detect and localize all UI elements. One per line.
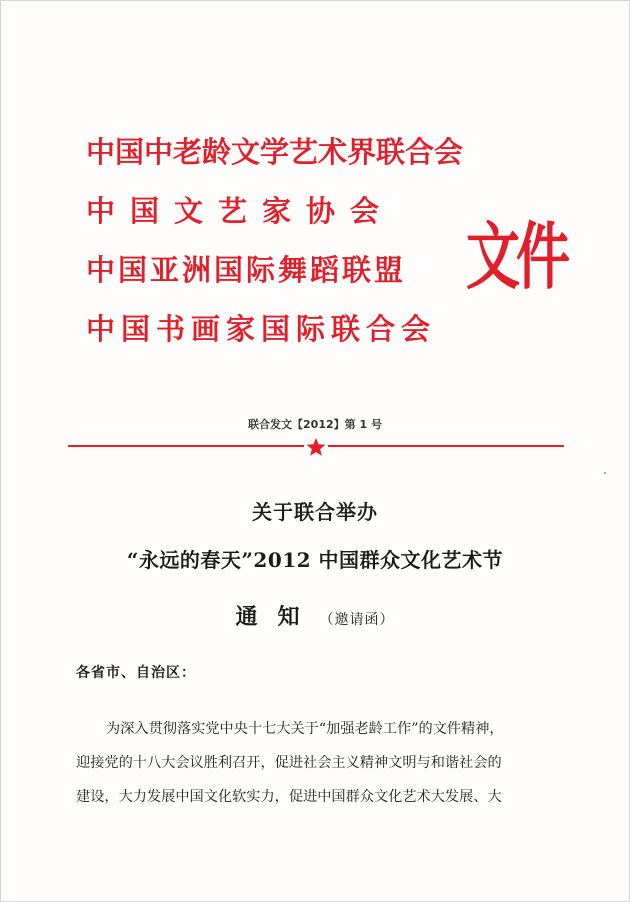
document-type-label: 文件	[466, 214, 566, 300]
red-star-divider	[68, 436, 564, 460]
star-icon	[307, 438, 326, 456]
salutation: 各省市、自治区：	[76, 665, 196, 681]
body-paragraph	[76, 712, 562, 814]
document-number: 联合发文【2012】第 1 号	[248, 418, 382, 431]
organization-name: 中国文艺家协会	[86, 194, 395, 228]
notice-title-line-3	[0, 600, 630, 631]
scan-speck	[604, 472, 606, 474]
paragraph-line: 迎接党的十八大会议胜利召开，促进社会主义精神文明与和谐社会的	[76, 755, 502, 771]
issuing-organizations	[86, 132, 466, 368]
notice-title-line-1: 关于联合举办	[252, 500, 378, 524]
notice-label: 通知	[235, 604, 320, 630]
organization-name: 中国亚洲国际舞蹈联盟	[86, 253, 407, 287]
notice-title-line-2: “永远的春天”2012 中国群众文化艺术节	[126, 548, 504, 572]
invitation-label: （邀请函）	[319, 612, 395, 628]
paragraph-line: 建设，大力发展中国文化软实力，促进中国群众文化艺术大发展、大	[76, 789, 502, 805]
organization-name: 中国书画家国际联合会	[86, 312, 437, 346]
organization-name: 中国中老龄文学艺术界联合会	[86, 135, 464, 169]
paragraph-line: 为深入贯彻落实党中央十七大关于“加强老龄工作”的文件精神，	[106, 721, 504, 737]
